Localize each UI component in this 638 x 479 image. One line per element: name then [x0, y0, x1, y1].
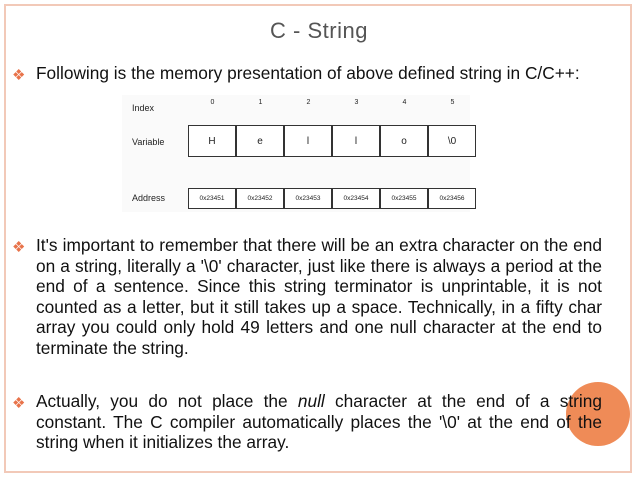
- bullet-icon: ❖: [12, 395, 26, 412]
- row-label-address: Address: [132, 193, 166, 203]
- bullet-text-2: It's important to remember that there will be an extra character on the end on a string, literally a '\0' character, just like there is always a period at the end of a sentence. Since this string terminator is unprintable, it is not counted as a letter, but it still takes up a space. Technically, in a fifty char array you could only hold 49 letters and one null character at the end to terminate the string.: [36, 235, 602, 358]
- index-cell: 2: [306, 99, 311, 106]
- bullet-icon: ❖: [12, 67, 26, 84]
- variable-cell: l: [284, 125, 332, 157]
- address-cell: 0x23456: [428, 188, 476, 209]
- index-cell: 4: [402, 99, 407, 106]
- bullet-icon: ❖: [12, 239, 26, 256]
- emphasis-null: null: [297, 391, 325, 411]
- address-cell: 0x23452: [236, 188, 284, 209]
- index-cell: 1: [258, 99, 263, 106]
- bullet-text-3: [36, 391, 602, 453]
- address-cell: 0x23451: [188, 188, 236, 209]
- address-cell: 0x23454: [332, 188, 380, 209]
- variable-cell: e: [236, 125, 284, 157]
- row-label-variable: Variable: [132, 137, 165, 147]
- index-cell: 5: [450, 99, 455, 106]
- variable-cell: \0: [428, 125, 476, 157]
- variable-cell: o: [380, 125, 428, 157]
- bullet-text-3-start: Actually, you do not place the: [36, 391, 298, 411]
- memory-table: [122, 95, 470, 212]
- variable-cell: H: [188, 125, 236, 157]
- variable-cell: l: [332, 125, 380, 157]
- slide-title: C - String: [270, 18, 368, 43]
- address-cell: 0x23453: [284, 188, 332, 209]
- index-cell: 0: [210, 99, 215, 106]
- index-cell: 3: [354, 99, 359, 106]
- bullet-text-3-end: character at the end of a string constant. The C compiler automatically places the '\0' at the end of the string when it initializes the array.: [36, 391, 602, 452]
- row-label-index: Index: [132, 103, 155, 113]
- address-cell: 0x23455: [380, 188, 428, 209]
- bullet-text-1: Following is the memory presentation of above defined string in C/C++:: [36, 63, 580, 83]
